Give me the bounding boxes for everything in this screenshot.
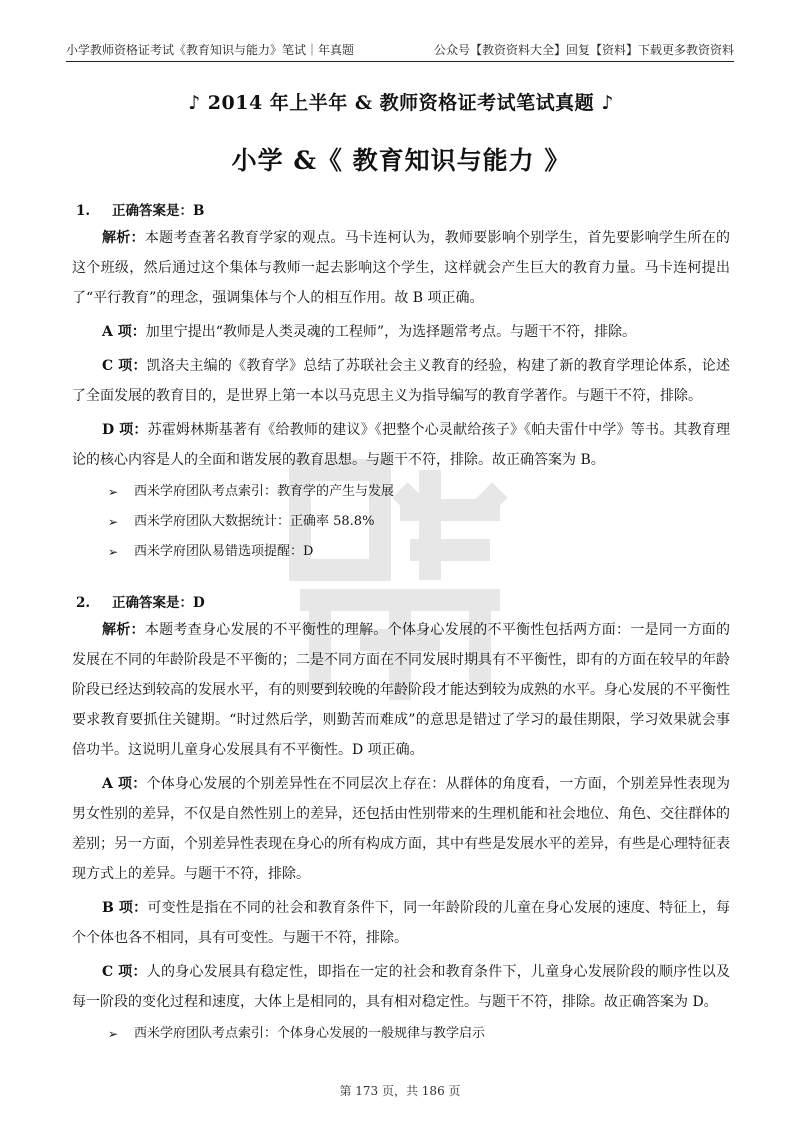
- list-item: ➢ 西米学府团队考点索引：个体身心发展的一般规律与教学启示: [108, 1019, 730, 1049]
- option-text: 凯洛夫主编的《教育学》总结了苏联社会主义教育的经验，构建了新的教育学理论体系，论述了全面发展的教育目的，是世界上第一本以马克思主义为指导编写的教育学著作。与题干不符，排除。: [72, 358, 730, 404]
- question-1-option-a: [72, 317, 730, 347]
- analysis-text: 本题考查著名教育学家的观点。马卡连柯认为，教师要影响个别学生，首先要影响学生所在的这个班级，然后通过这个集体与教师一起去影响这个学生，这样就会产生巨大的教育力量。马卡连柯提出了“平行教育”的理念，强调集体与个人的相互作用。故 B 项正确。: [72, 230, 731, 306]
- list-item: ➢ 西米学府团队易错选项提醒：D: [108, 537, 730, 567]
- option-label: A 项：: [102, 324, 146, 340]
- list-item: ➢ 西米学府团队考点索引：教育学的产生与发展: [108, 477, 730, 507]
- option-text: 可变性是指在不同的社会和教育条件下，同一年龄阶段的儿童在身心发展的速度、特征上，每个个体也各不相同，具有可变性。与题干不符，排除。: [72, 900, 730, 946]
- question-1-answer: [76, 199, 730, 219]
- question-2-option-c: [72, 957, 730, 1017]
- question-2-analysis: [72, 615, 730, 765]
- answer-text: 正确答案是：B: [112, 203, 205, 219]
- option-label: B 项：: [102, 900, 148, 916]
- question-1-option-c: [72, 351, 730, 411]
- question-1-option-d: [72, 415, 730, 475]
- option-text: 个体身心发展的个别差异性在不同层次上存在：从群体的角度看，一方面，个别差异性表现为男女性别的差异，不仅是自然性别上的差异，还包括由性别带来的生理机能和社会地位、角色、交往群体的差别；另一方面，个别差异性表现在身心的所有构成方面，其中有些是发展水平的差异，有些是心理特征表现方式上的差异。与题干不符，排除。: [72, 776, 730, 882]
- question-1-bullets: [72, 477, 730, 567]
- page-header: [66, 38, 734, 62]
- option-text: 苏霍姆林斯基著有《给教师的建议》《把整个心灵献给孩子》《帕夫雷什中学》等书。其教育理论的核心内容是人的全面和谐发展的教育思想。与题干不符，排除。故正确答案为 B。: [72, 422, 731, 468]
- question-number: 2.: [76, 595, 91, 611]
- question-number: 1.: [76, 203, 91, 219]
- arrow-bullet-icon: ➢: [108, 485, 119, 499]
- analysis-label: 解析：: [102, 622, 145, 638]
- page-number: 第 173 页，共 186 页: [339, 1084, 461, 1098]
- question-2-option-a: [72, 769, 730, 889]
- list-item: ➢ 西米学府团队大数据统计：正确率 58.8%: [108, 507, 730, 537]
- option-label: C 项：: [102, 964, 147, 980]
- option-text: 加里宁提出“教师是人类灵魂的工程师”，为选择题常考点。与题干不符，排除。: [145, 324, 637, 340]
- subject-title: 小学 &《 教育知识与能力 》: [231, 146, 571, 175]
- question-2-answer: [76, 591, 730, 611]
- option-label: D 项：: [102, 422, 148, 438]
- option-label: C 项：: [102, 358, 147, 374]
- answer-text: 正确答案是：D: [112, 595, 205, 611]
- document-body: [72, 78, 730, 1049]
- option-text: 人的身心发展具有稳定性，即指在一定的社会和教育条件下，儿童身心发展阶段的顺序性以及每一阶段的变化过程和速度，大体上是相同的，具有相对稳定性。与题干不符，排除。故正确答案为 D。: [72, 964, 730, 1010]
- header-right-text: 公众号【教资资料大全】回复【资料】下载更多教资资料: [433, 43, 734, 57]
- header-left-text: 小学教师资格证考试《教育知识与能力》笔试｜年真题: [66, 43, 355, 57]
- arrow-bullet-icon: ➢: [108, 1027, 119, 1041]
- option-label: A 项：: [102, 776, 147, 792]
- exam-title: ♪ 2014 年上半年 & 教师资格证考试笔试真题 ♪: [188, 92, 614, 114]
- analysis-text: 本题考查身心发展的不平衡性的理解。个体身心发展的不平衡性包括两方面：一是同一方面的发展在不同的年龄阶段是不平衡的；二是不同方面在不同发展时期具有不平衡性，即有的方面在较早的年龄阶段已经达到较高的发展水平，有的则要到较晚的年龄阶段才能达到较为成熟的水平。身心发展的不平衡性要求教育要抓住关键期。“时过然后学，则勤苦而难成”的意思是错过了学习的最佳期限，学习效果就会事倍功半。这说明儿童身心发展具有不平衡性。D 项正确。: [72, 622, 731, 758]
- question-2-bullets: [72, 1019, 730, 1049]
- question-1-analysis: [72, 223, 730, 313]
- arrow-bullet-icon: ➢: [108, 545, 119, 559]
- question-2-option-b: [72, 893, 730, 953]
- analysis-label: 解析：: [102, 230, 145, 246]
- arrow-bullet-icon: ➢: [108, 515, 119, 529]
